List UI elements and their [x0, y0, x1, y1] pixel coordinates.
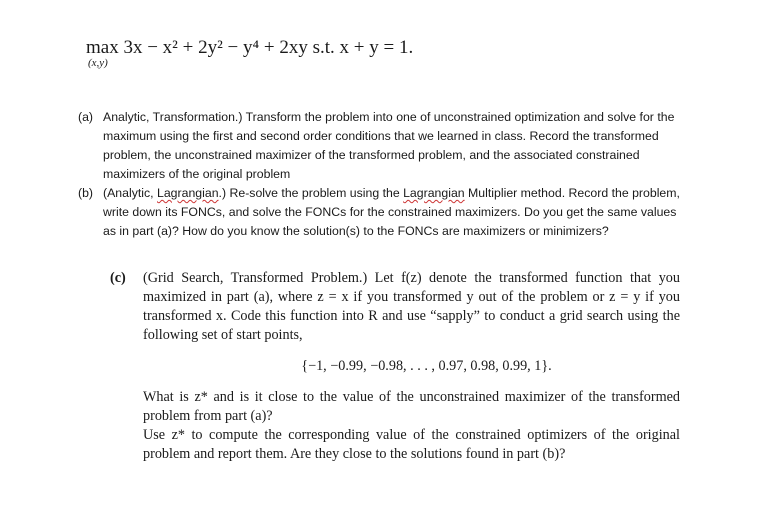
part-c-question-2: Use z* to compute the corresponding value of the constrained optimizers of the original problem and report them. Are they close to the solutions found in part (b)? [143, 427, 680, 462]
grid-set: {−1, −0.99, −0.98, . . . , 0.97, 0.98, 0.99, 1}. [301, 358, 552, 374]
objective-function: max 3x − x² + 2y² − y⁴ + 2xy s.t. x + y = 1. [86, 37, 414, 58]
part-c-question-1: What is z* and is it close to the value of the unconstrained maximizer of the transformed problem from part (a)? [143, 389, 680, 424]
spellcheck-word: Lagrangian [403, 186, 465, 200]
part-b-text-1: (Analytic, [103, 186, 157, 200]
part-b-text-3: Multiplier method. Record the problem, write down its FONCs, and solve the FONCs for the constrained maximizers. Do you get the same values as in part (a)? How do you know the solution(s) to the FONCs are maximizers or minimizers? [103, 186, 680, 238]
part-c-intro: (Grid Search, Transformed Problem.) Let f(z) denote the transformed function that you maximized in part (a), where z = x if you transformed y out of the problem or z = y if you transformed x. Code this function into R and use “sapply” to conduct a grid search using the following set of start points, [143, 270, 680, 343]
part-b-label: (b) [78, 186, 94, 200]
part-c-label: (c) [110, 270, 126, 286]
part-c [110, 269, 680, 464]
spellcheck-word: Lagrangian [157, 186, 219, 200]
part-a [78, 108, 688, 184]
part-b-text-2: .) Re-solve the problem using the [218, 186, 404, 200]
part-b-text [103, 184, 688, 241]
part-b [78, 184, 688, 241]
part-a-label: (a) [78, 110, 94, 124]
problem-formula [86, 37, 413, 69]
part-a-text: Analytic, Transformation.) Transform the problem into one of unconstrained optimization and solve for the maximum using the first and second order conditions that we learned in class. Record the transformed problem, the unconstrained maximizer of the transformed problem, and the associated constrained maximizers of the original problem [103, 110, 675, 181]
max-subscript: (x,y) [88, 57, 108, 69]
